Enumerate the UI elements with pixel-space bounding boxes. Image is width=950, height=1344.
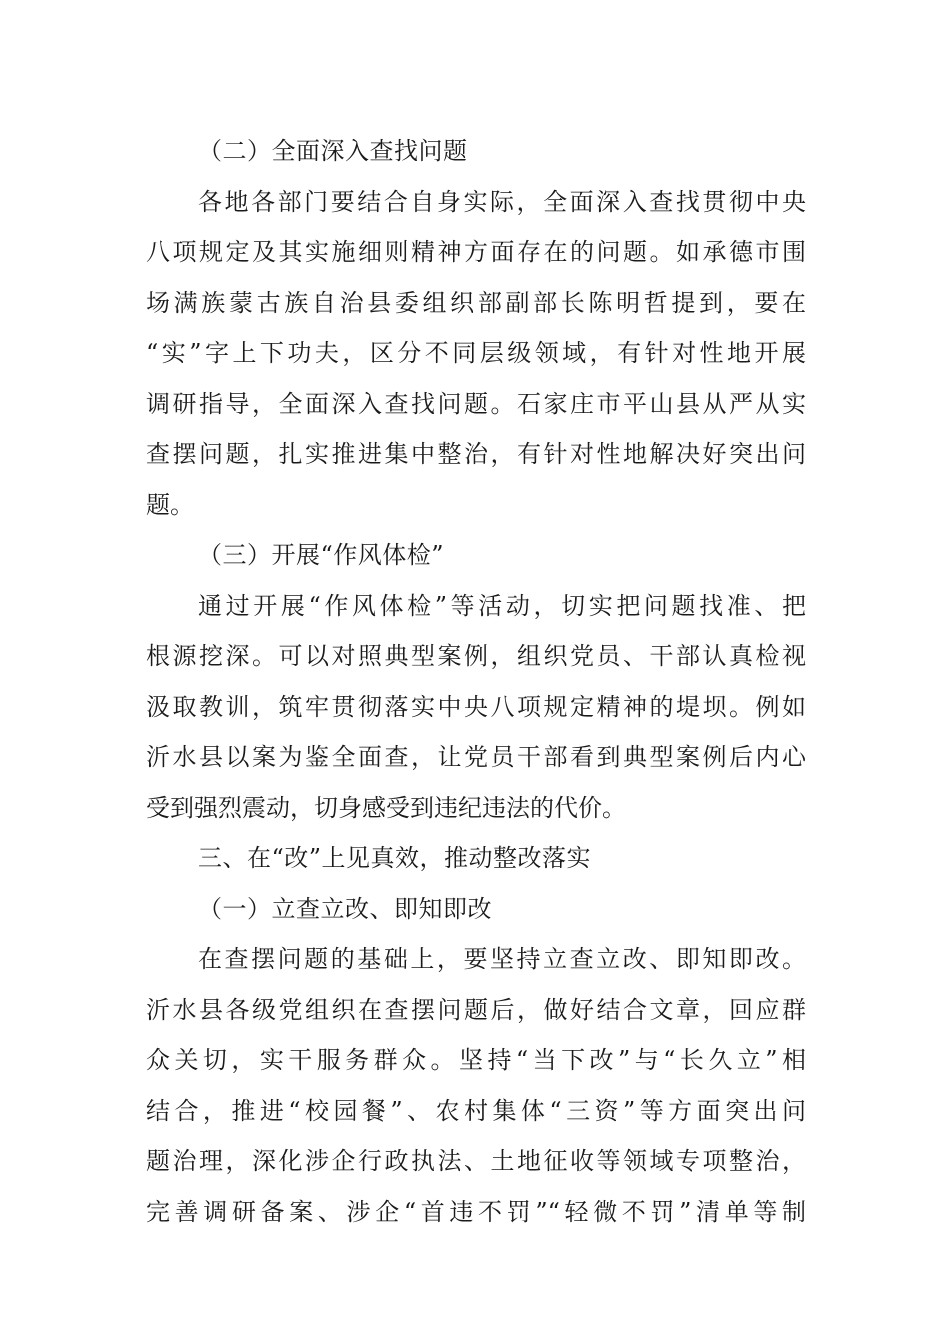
section-heading-1: （一）立查立改、即知即改 (198, 894, 492, 923)
paragraph-line: 八项规定及其实施细则精神方面存在的问题。如承德市围 (146, 238, 806, 266)
paragraph-line: 题治理，深化涉企行政执法、土地征收等领域专项整治， (146, 1147, 806, 1175)
chapter-heading-3: 三、在“改”上见真效，推动整改落实 (198, 844, 592, 872)
paragraph-line: 通过开展“作风体检”等活动，切实把问题找准、把 (198, 591, 806, 620)
paragraph-line: 题。 (146, 490, 194, 519)
paragraph-line: 众关切，实干服务群众。坚持“当下改”与“长久立”相 (146, 1046, 806, 1074)
paragraph-line: 调研指导，全面深入查找问题。石家庄市平山县从严从实 (146, 389, 806, 418)
document-body (146, 126, 806, 1237)
paragraph-line: 汲取教训，筑牢贯彻落实中央八项规定精神的堤坝。例如 (146, 692, 806, 721)
paragraph-line: 查摆问题，扎实推进集中整治，有针对性地解决好突出问 (146, 440, 806, 468)
section-heading-2: （二）全面深入查找问题 (198, 137, 468, 165)
paragraph-line: 受到强烈震动，切身感受到违纪违法的代价。 (146, 793, 626, 822)
paragraph-line: 场满族蒙古族自治县委组织部副部长陈明哲提到，要在 (146, 288, 806, 317)
paragraph-line: 沂水县各级党组织在查摆问题后，做好结合文章，回应群 (146, 995, 806, 1024)
paragraph-line: 完善调研备案、涉企“首违不罚”“轻微不罚”清单等制 (146, 1197, 806, 1226)
paragraph-line: “实”字上下功夫，区分不同层级领域，有针对性地开展 (146, 339, 806, 367)
paragraph-line: 结合，推进“校园餐”、农村集体“三资”等方面突出问 (146, 1096, 806, 1125)
paragraph-line: 根源挖深。可以对照典型案例，组织党员、干部认真检视 (146, 642, 806, 670)
paragraph-line: 沂水县以案为鉴全面查，让党员干部看到典型案例后内心 (146, 743, 806, 771)
paragraph-line: 在查摆问题的基础上，要坚持立查立改、即知即改。 (198, 945, 806, 973)
section-heading-3: （三）开展“作风体检” (198, 541, 445, 569)
paragraph-line: 各地各部门要结合自身实际，全面深入查找贯彻中央 (198, 187, 806, 216)
